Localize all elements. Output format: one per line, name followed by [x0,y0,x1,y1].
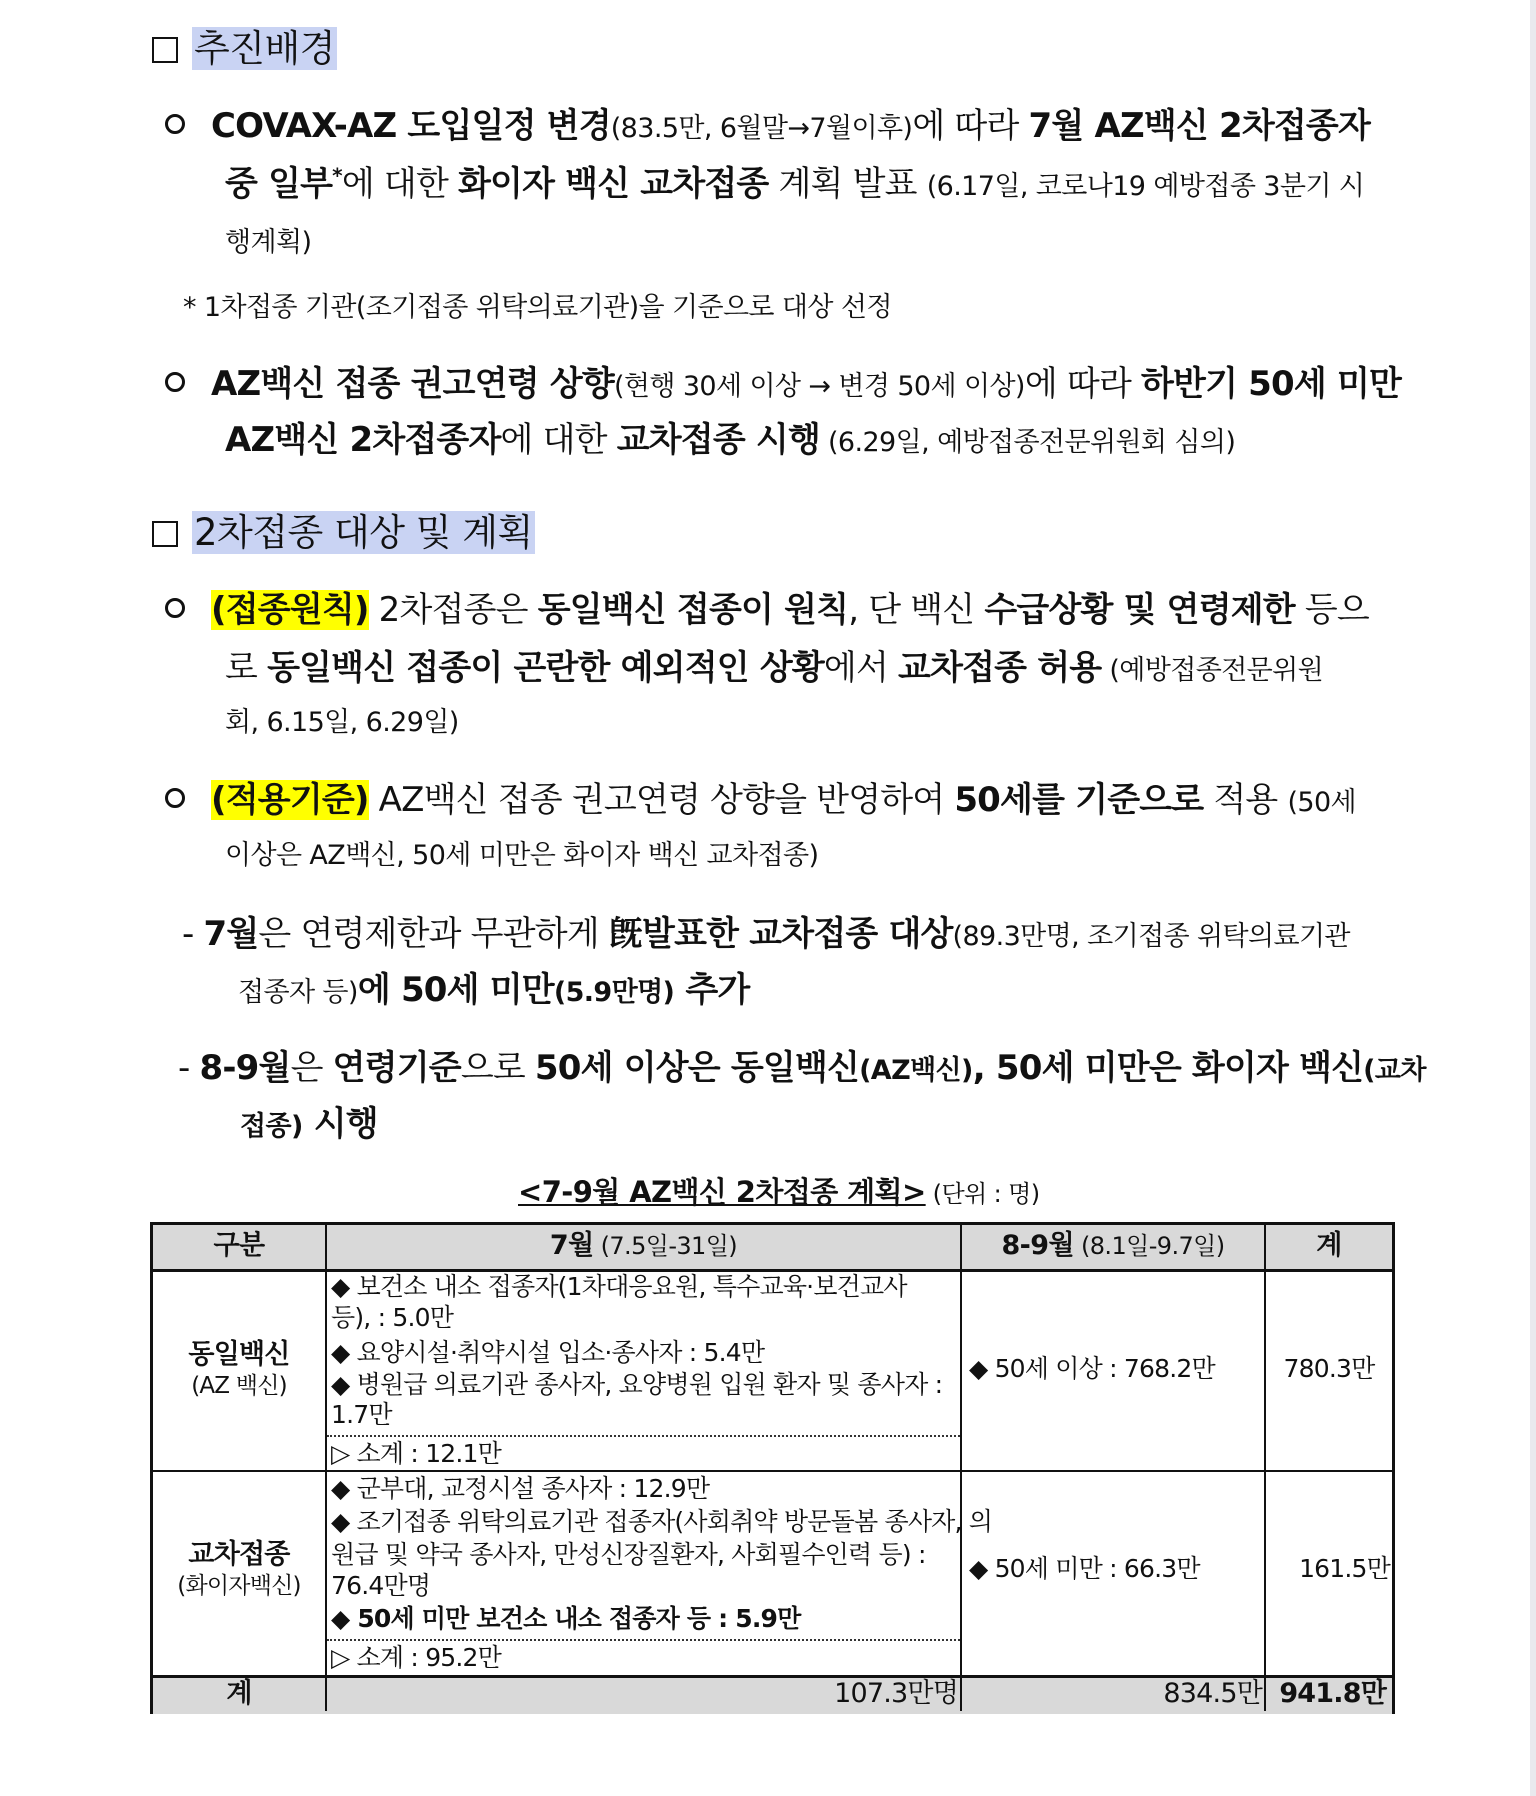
bullet-covax-line2 [225,156,1364,205]
header-augsep-dates: (8.1일-9.7일) [1073,1232,1225,1260]
header-total: 계 [1316,1230,1342,1261]
dash-augsep-line1 [178,1040,1426,1089]
text-note-bold: 접종) [240,1111,303,1142]
circle-bullet-icon [165,598,185,618]
text: 은 연령제한과 무관하게 [258,914,609,954]
row2-augsep: ◆ 50세 미만 : 66.3만 [969,1554,1200,1583]
header-augsep [962,1230,1264,1262]
subtotal-divider [327,1435,960,1437]
row2-total: 161.5만 [1299,1554,1390,1583]
footnote-mark: * [332,163,342,188]
text-bold: 7월 AZ백신 2차접종자 [1028,106,1370,146]
text: 적용 [1203,780,1288,820]
text-note-bold: (AZ백신) [859,1055,973,1086]
header-july [327,1230,960,1262]
text-note-bold: (5.9만명) [553,977,675,1008]
text-bold: 에 50세 미만 [357,970,554,1010]
bullet-principle-line1 [165,582,1369,631]
dash-july-line1 [182,906,1350,955]
text: 은 [290,1048,333,1088]
text-bold: 50세를 기준으로 [954,780,1204,820]
footer-augsep: 834.5만 [1163,1678,1262,1709]
row1-july-item: 1.7만 [331,1400,392,1429]
text-note: (50세 [1287,787,1357,818]
text: 에 따라 [912,106,1029,146]
bullet-covax-line1 [165,98,1370,147]
section-title: 추진배경 [194,27,335,70]
text-bold: 하반기 50세 미만 [1141,364,1402,404]
text-bold: 화이자 백신 교차접종 [458,164,769,204]
bullet-covax-line3: 행계획) [225,227,312,258]
footer-total: 941.8만 [1279,1678,1386,1709]
row1-july-subtotal: ▷ 소계 : 12.1만 [331,1439,502,1468]
text: , 단 백신 [848,590,985,630]
checkbox-square-icon [152,37,178,63]
text-note: (6.17일, 코로나19 예방접종 3분기 시 [926,171,1365,202]
bullet-criteria-line1 [165,772,1356,821]
text: 등으 [1294,590,1369,630]
table-col-divider [1264,1225,1266,1711]
table-caption [518,1170,1040,1211]
row1-augsep: ◆ 50세 이상 : 768.2만 [969,1354,1215,1383]
bullet-principle-line3: 회, 6.15일, 6.29일) [225,707,459,738]
text-note: (현행 30세 이상 → 변경 50세 이상) [613,371,1025,402]
table-col-divider [960,1225,962,1711]
bullet-age-line2 [225,412,1235,461]
text-bold: 동일백신 접종이 곤란한 예외적인 상황 [267,648,824,688]
section-heading-background [152,18,337,72]
text-bold: 50세 이상은 동일백신 [534,1048,860,1088]
row-same-vaccine-label: 동일백신 [188,1339,290,1370]
section-title: 2차접종 대상 및 계획 [194,511,533,554]
text: 로 [225,648,268,688]
text-note-bold: (교차 [1363,1055,1426,1086]
section-heading-2 [152,502,535,556]
row1-total: 780.3만 [1283,1354,1375,1383]
bullet-principle-line2 [225,640,1323,689]
checkbox-square-icon [152,521,178,547]
row-cross-vaccine-label: 교차접종 [188,1539,290,1570]
text-note: (89.3만명, 조기접종 위탁의료기관 [952,921,1350,952]
circle-bullet-icon [165,114,185,134]
dash-augsep-line2 [240,1096,378,1145]
header-july-label: 7월 [549,1230,594,1261]
row-cross-vaccine-sublabel: (화이자백신) [177,1573,301,1599]
dash: - [178,1048,200,1088]
text-bold: 8-9월 [199,1048,291,1088]
text-bold: AZ백신 접종 권고연령 상향 [211,364,614,404]
row2-july-bold-item: ◆ 50세 미만 보건소 내소 접종자 등 : 5.9만 [331,1604,801,1633]
text-bold: 중 일부 [225,164,333,204]
dash-july-line2 [238,962,749,1011]
text: 2차접종은 [368,590,538,630]
text-bold: 교차접종 허용 [898,648,1102,688]
table-row-divider [153,1470,1392,1472]
row1-july-item: ◆ 병원급 의료기관 종사자, 요양병원 입원 환자 및 종사자 : [331,1370,943,1399]
text-note: 접종자 등) [238,977,358,1008]
text: 으로 [460,1048,535,1088]
text-bold: 추가 [674,970,750,1010]
text-bold: 동일백신 접종이 원칙 [537,590,849,630]
text: 에 대한 [500,420,617,460]
bullet-criteria-line2: 이상은 AZ백신, 50세 미만은 화이자 백신 교차접종) [225,840,819,871]
page-edge [1530,0,1536,1796]
circle-bullet-icon [165,788,185,808]
text-bold: 연령기준 [332,1048,461,1088]
row1-july-item: ◆ 보건소 내소 접종자(1차대응요원, 특수교육·보건교사 [331,1272,907,1301]
row2-july-item: ◆ 군부대, 교정시설 종사자 : 12.9만 [331,1474,710,1503]
text: 계획 발표 [768,164,927,204]
text: 에 대한 [341,164,458,204]
text-note: (예방접종전문위원 [1101,655,1324,686]
row1-july-item: 등), : 5.0만 [331,1303,454,1332]
header-july-dates: (7.5일-31일) [593,1232,738,1260]
table-unit: (단위 : 명) [925,1180,1040,1208]
dash: - [182,914,204,954]
text-bold: 7월 [203,914,259,954]
bullet-age-line1 [165,356,1401,405]
row2-july-item: ◆ 조기접종 위탁의료기관 접종자(사회취약 방문돌봄 종사자, 의 [331,1507,993,1536]
text-note: (6.29일, 예방접종전문위원회 심의) [820,427,1236,458]
row-same-vaccine-sublabel: (AZ 백신) [191,1373,287,1399]
text-bold: 수급상황 및 연령제한 [984,590,1295,630]
vaccination-plan-table [150,1222,1395,1714]
table-caption-title: <7-9월 AZ백신 2차접종 계획> [518,1175,926,1209]
text-bold: , 50세 미만은 화이자 백신 [972,1048,1364,1088]
footnote-text: * 1차접종 기관(조기접종 위탁의료기관)을 기준으로 대상 선정 [183,292,892,323]
subtotal-divider [327,1639,960,1641]
circle-bullet-icon [165,372,185,392]
footer-july: 107.3만명 [834,1678,958,1709]
footer-label: 계 [226,1678,252,1709]
text-bold: 시행 [302,1104,378,1144]
text-note: (83.5만, 6월말→7월이후) [610,113,913,144]
text: 에서 [823,648,899,688]
text-bold: 旣발표한 교차접종 대상 [608,914,953,954]
row2-july-item: 76.4만명 [331,1571,431,1600]
text-bold: 교차접종 시행 [616,420,820,460]
row2-july-item: 원급 및 약국 종사자, 만성신장질환자, 사회필수인력 등) : [331,1540,926,1569]
text: AZ백신 접종 권고연령 상향을 반영하여 [368,780,955,820]
highlight-tag: (접종원칙) [211,590,369,630]
text-bold: AZ백신 2차접종자 [225,420,501,460]
header-augsep-label: 8-9월 [1001,1230,1074,1261]
header-category: 구분 [213,1230,265,1261]
text-bold: COVAX-AZ 도입일정 변경 [211,106,611,146]
text: 에 따라 [1024,364,1142,404]
highlight-tag: (적용기준) [211,780,369,820]
row1-july-item: ◆ 요양시설·취약시설 입소·종사자 : 5.4만 [331,1338,765,1367]
row2-july-subtotal: ▷ 소계 : 95.2만 [331,1643,502,1672]
